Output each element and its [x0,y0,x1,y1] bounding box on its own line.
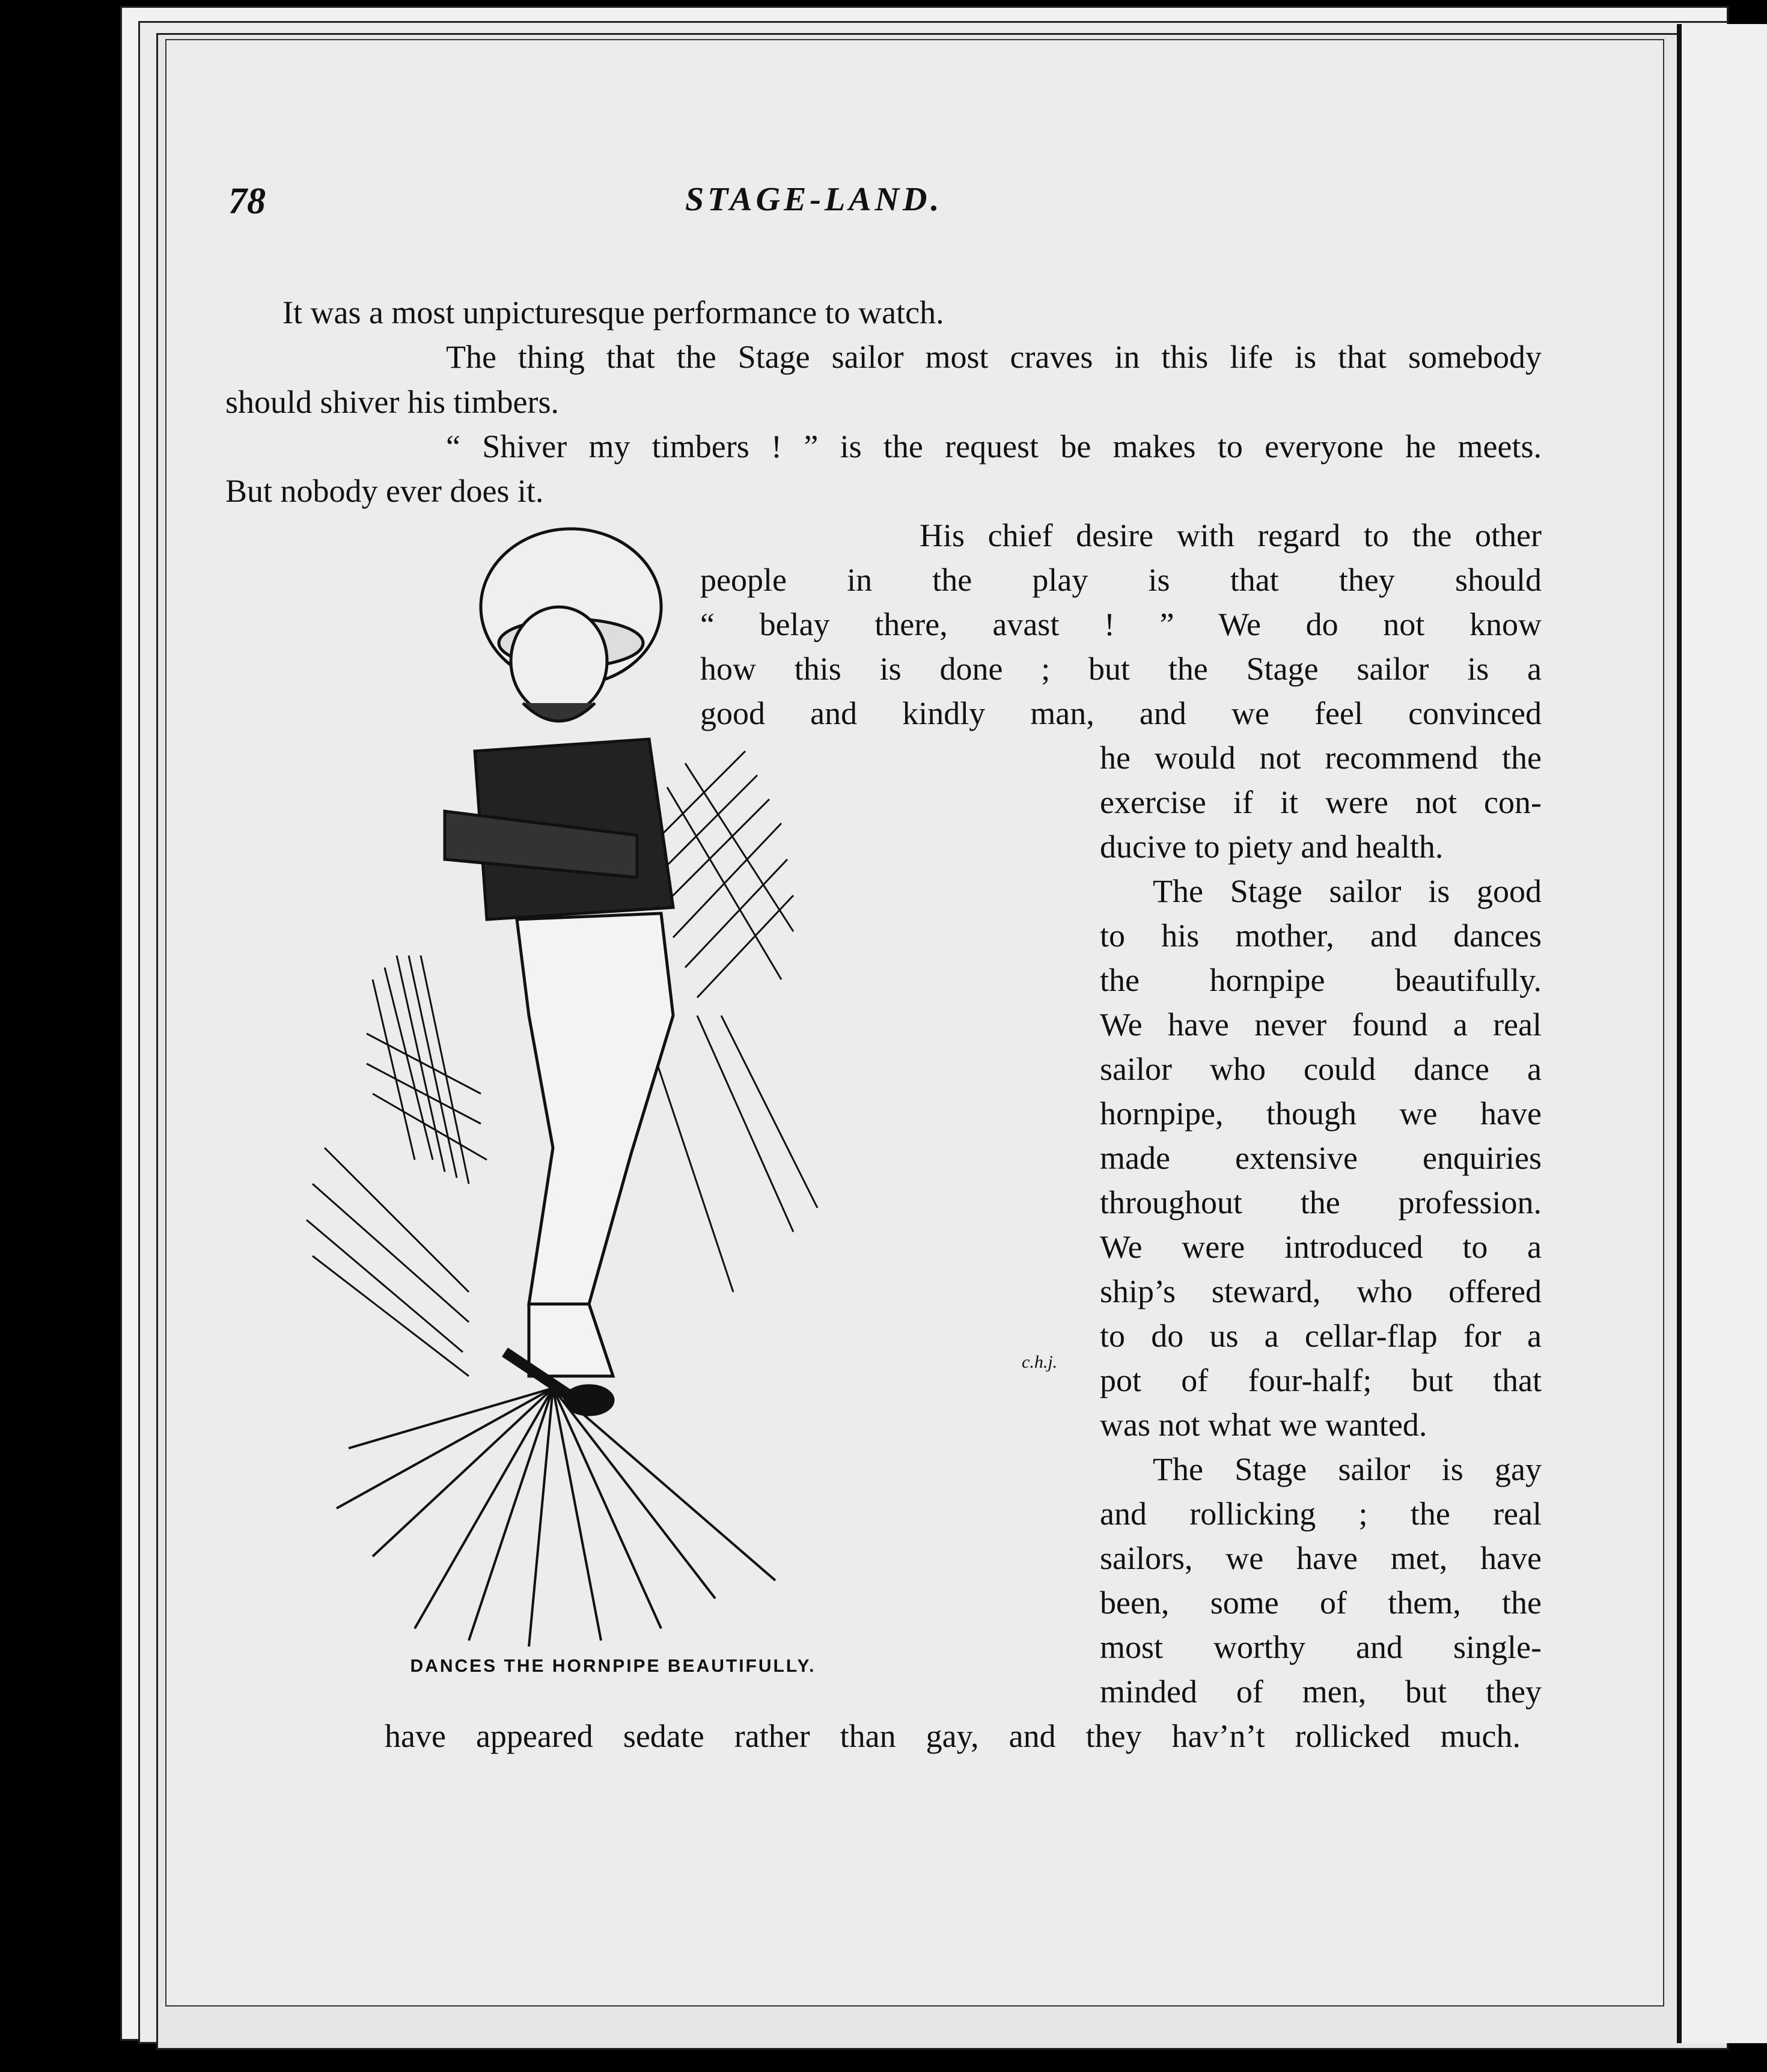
text-line: sailors, we have met, have [1100,1540,1542,1576]
text-line: “ belay there, avast ! ” We do not know [700,606,1542,642]
text-line: people in the play is that they should [700,562,1542,598]
text-line: exercise if it were not con- [1100,784,1542,820]
text-line: to do us a cellar-flap for a [1100,1318,1542,1354]
text-line: sailor who could dance a [1100,1051,1542,1087]
artist-signature: c.h.j. [1022,1352,1058,1372]
text-line: have appeared sedate rather than gay, and they hav’n’t rollicked much. [385,1718,1521,1754]
facing-page-edge [1677,24,1767,2043]
text-line: to his mother, and dances [1100,918,1542,954]
text-line: throughout the profession. [1100,1184,1542,1220]
text-line: The Stage sailor is gay [1153,1451,1542,1487]
text-line: was not what we wanted. [1100,1407,1427,1443]
text-line: most worthy and single- [1100,1629,1542,1665]
text-line: should shiver his timbers. [225,384,559,420]
text-line: good and kindly man, and we feel convinced [700,695,1542,731]
text-line: But nobody ever does it. [225,473,544,509]
text-line: ducive to piety and health. [1100,829,1444,865]
text-line: ship’s steward, who offered [1100,1273,1542,1309]
text-line: he would not recommend the [1100,740,1542,776]
text-line: hornpipe, though we have [1100,1095,1542,1132]
illustration-caption: DANCES THE HORNPIPE BEAUTIFULLY. [410,1656,816,1676]
text-line: the hornpipe beautifully. [1100,962,1542,998]
text-line: We were introduced to a [1100,1229,1542,1265]
text-line: The thing that the Stage sailor most craves in this life is that somebody [446,339,1542,375]
text-line: “ Shiver my timbers ! ” is the request be makes to everyone he meets. [446,428,1542,465]
sailor-illustration [216,523,926,1647]
text-line: We have never found a real [1100,1007,1542,1043]
running-head: STAGE-LAND. [685,181,943,218]
text-line: The Stage sailor is good [1153,873,1542,909]
text-line: pot of four-half; but that [1100,1362,1542,1398]
text-line: how this is done ; but the Stage sailor is a [700,651,1542,687]
text-line: made extensive enquiries [1100,1140,1542,1176]
page-number: 78 [228,181,266,222]
text-line: His chief desire with regard to the other [920,517,1542,553]
text-line: It was a most unpicturesque performance to watch. [282,294,944,331]
text-line: and rollicking ; the real [1100,1496,1542,1532]
text-line: been, some of them, the [1100,1585,1542,1621]
text-line: minded of men, but they [1100,1674,1542,1710]
